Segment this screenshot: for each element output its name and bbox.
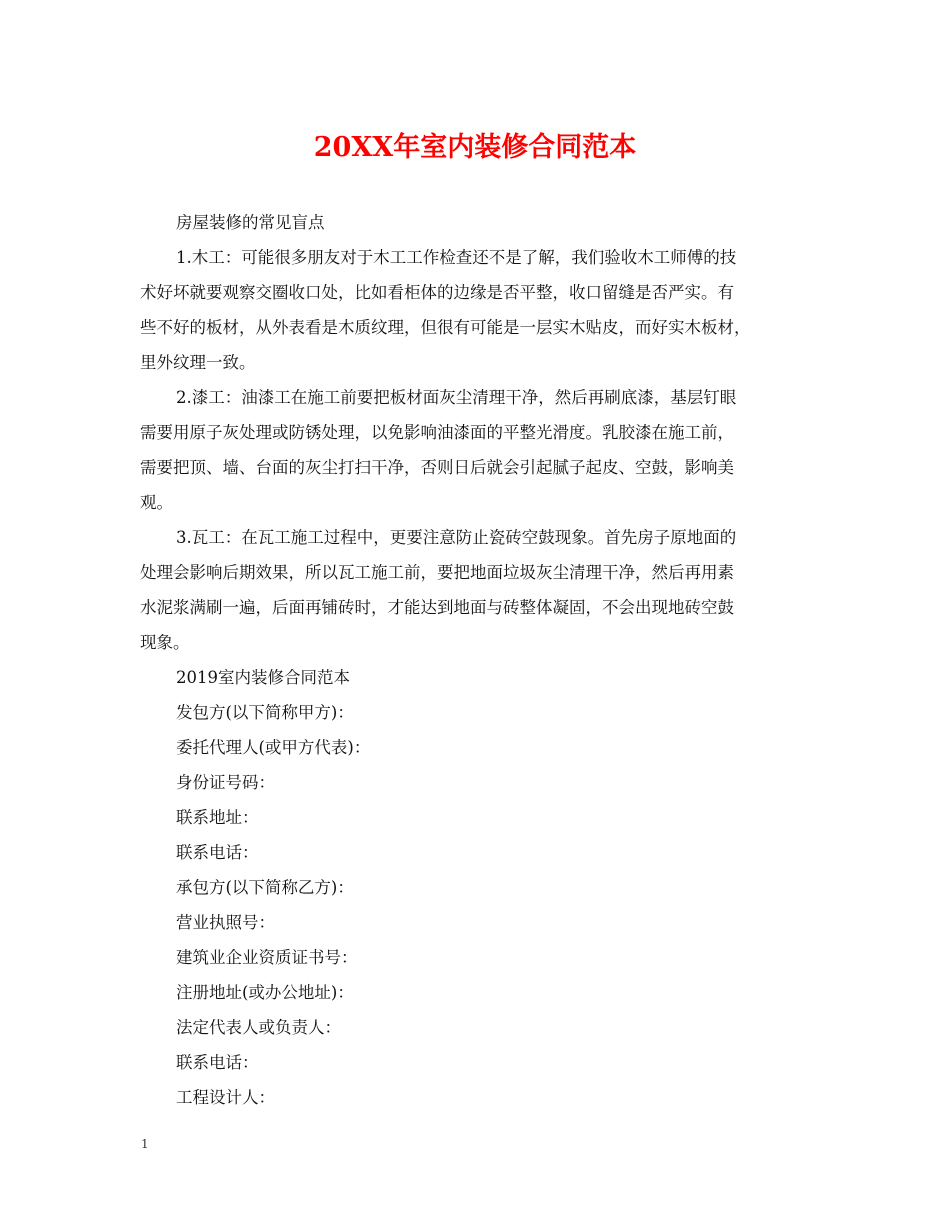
- paragraph-line: 观。: [140, 493, 173, 512]
- document-title: 20XX年室内装修合同范本: [313, 132, 637, 163]
- contract-field: 营业执照号：: [176, 913, 275, 932]
- section-heading: 房屋装修的常见盲点: [176, 213, 325, 232]
- paragraph-line: 现象。: [140, 633, 190, 652]
- paragraph-carpentry: [140, 240, 830, 380]
- contract-field: 承包方(以下简称乙方)：: [176, 878, 354, 897]
- contract-field: 委托代理人(或甲方代表)：: [176, 738, 371, 757]
- paragraph-line: 需要把顶、墙、台面的灰尘打扫干净，否则日后就会引起腻子起皮、空鼓，影响美: [140, 458, 734, 477]
- contract-field: 建筑业企业资质证书号：: [176, 948, 358, 967]
- paragraph-line: 处理会影响后期效果，所以瓦工施工前，要把地面垃圾灰尘清理干净，然后再用素: [140, 563, 734, 582]
- paragraph-line: 需要用原子灰处理或防锈处理，以免影响油漆面的平整光滑度。乳胶漆在施工前，: [140, 423, 734, 442]
- contract-heading: 2019室内装修合同范本: [176, 668, 350, 687]
- contract-field: 联系电话：: [176, 1053, 259, 1072]
- paragraph-line: 3.瓦工：在瓦工施工过程中，更要注意防止瓷砖空鼓现象。首先房子原地面的: [176, 528, 737, 547]
- paragraph-line: 术好坏就要观察交圈收口处，比如看柜体的边缘是否平整，收口留缝是否严实。有: [140, 283, 734, 302]
- paragraph-painting: [140, 380, 830, 520]
- contract-field: 联系电话：: [176, 843, 259, 862]
- page-number: 1: [141, 1137, 149, 1151]
- paragraph-line: 1.木工：可能很多朋友对于木工工作检查还不是了解，我们验收木工师傅的技: [176, 248, 737, 267]
- contract-field: 联系地址：: [176, 808, 259, 827]
- paragraph-tiling: [140, 520, 830, 660]
- document-body: [140, 205, 830, 1115]
- paragraph-line: 些不好的板材，从外表看是木质纹理，但很有可能是一层实木贴皮，而好实木板材，: [140, 318, 751, 337]
- paragraph-line: 里外纹理一致。: [140, 353, 256, 372]
- paragraph-line: 2.漆工：油漆工在施工前要把板材面灰尘清理干净，然后再刷底漆，基层钉眼: [176, 388, 737, 407]
- contract-field: 工程设计人：: [176, 1088, 275, 1107]
- contract-field: 发包方(以下简称甲方)：: [176, 703, 354, 722]
- contract-field: 身份证号码：: [176, 773, 275, 792]
- contract-field: 法定代表人或负责人：: [176, 1018, 341, 1037]
- contract-field: 注册地址(或办公地址)：: [176, 983, 354, 1002]
- paragraph-line: 水泥浆满刷一遍，后面再铺砖时，才能达到地面与砖整体凝固，不会出现地砖空鼓: [140, 598, 734, 617]
